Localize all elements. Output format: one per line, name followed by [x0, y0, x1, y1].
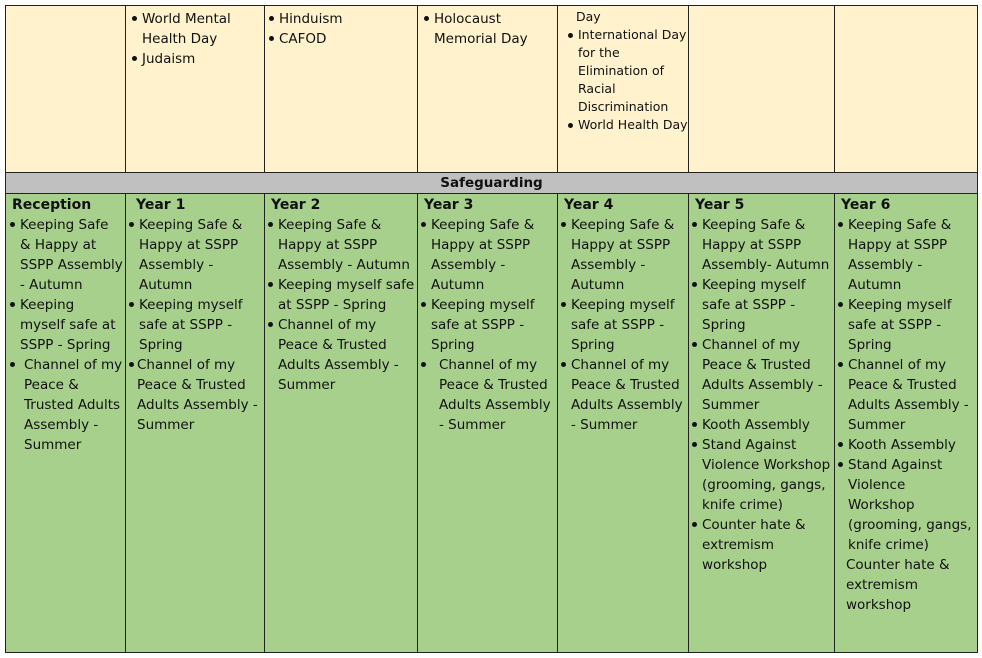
list-item: Stand Against Violence Workshop (grooming, gangs, knife crime) [690, 435, 832, 515]
top-cell-year2 [264, 5, 418, 173]
top-cell-year3 [417, 5, 558, 173]
list-item: Keeping myself safe at SSPP - Spring [266, 275, 415, 315]
column-year6 [834, 193, 978, 653]
list-item: Keeping Safe & Happy at SSPP Assembly - Autumn [127, 215, 262, 295]
list-item: Channel of my Peace & Trusted Adults Assembly - Summer [266, 315, 415, 395]
list-item: Keeping Safe & Happy at SSPP Assembly - Autumn [559, 215, 686, 295]
list-item: Channel of my Peace & Trusted Adults Assembly - Summer [836, 355, 975, 435]
list-item: Counter hate & extremism workshop [690, 515, 832, 575]
column-year4 [557, 193, 689, 653]
column-heading: Year 5 [695, 197, 745, 213]
column-heading: Year 6 [841, 197, 891, 213]
top-cell-year1 [125, 5, 265, 173]
list-item: Kooth Assembly [836, 435, 975, 455]
column-heading: Year 1 [136, 197, 186, 213]
column-heading: Year 2 [271, 197, 321, 213]
list-item: Keeping myself safe at SSPP - Spring [836, 295, 975, 355]
list-item: Keeping myself safe at SSPP - Spring [127, 295, 262, 355]
top-cell-year4 [557, 5, 689, 173]
column-reception [5, 193, 126, 653]
list-item: International Day for the Elimination of Racial Discrimination [566, 26, 688, 116]
list-item: Keeping Safe & Happy at SSPP Assembly - Autumn [266, 215, 415, 275]
column-year1 [125, 193, 265, 653]
list-item: Channel of my Peace & Trusted Adults Assembly - Summer [690, 335, 832, 415]
section-header [5, 172, 978, 194]
list-item: Channel of my Peace & Trusted Adults Assembly - Summer [559, 355, 686, 435]
list-item: Hinduism [267, 9, 417, 29]
list-item: Keeping myself safe at SSPP - Spring [8, 295, 123, 355]
column-heading: Year 3 [424, 197, 474, 213]
list-item: Keeping Safe & Happy at SSPP Assembly- Autumn [690, 215, 832, 275]
column-heading: Reception [12, 197, 92, 213]
list-item: Keeping myself safe at SSPP - Spring [690, 275, 832, 335]
top-cell-year5 [688, 5, 835, 173]
list-item: Kooth Assembly [690, 415, 832, 435]
list-item: Keeping myself safe at SSPP - Spring [559, 295, 686, 355]
top-cell-reception [5, 5, 126, 173]
list-item: CAFOD [267, 29, 417, 49]
list-item: World Health Day [566, 116, 688, 134]
list-item-continued: Day [576, 9, 601, 24]
list-item: Channel of my Peace & Trusted Adults Assembly - Summer [127, 355, 262, 435]
column-year3 [417, 193, 558, 653]
list-item: Judaism [130, 49, 264, 69]
list-item: Keeping Safe & Happy at SSPP Assembly - Autumn [419, 215, 555, 295]
column-year5 [688, 193, 835, 653]
list-item: World Mental Health Day [130, 9, 264, 49]
list-item: Keeping Safe & Happy at SSPP Assembly - Autumn [836, 215, 975, 295]
column-year2 [264, 193, 418, 653]
list-item: Keeping myself safe at SSPP - Spring [419, 295, 555, 355]
list-item: Counter hate & extremism workshop [846, 557, 950, 613]
column-heading: Year 4 [564, 197, 614, 213]
list-item: Channel of my Peace & Trusted Adults Assembly - Summer [8, 355, 123, 455]
list-item: Stand Against Violence Workshop (grooming, gangs, knife crime) [836, 455, 975, 555]
list-item: Holocaust Memorial Day [422, 9, 557, 49]
list-item: Keeping Safe & Happy at SSPP Assembly - Autumn [8, 215, 123, 295]
list-item: Channel of my Peace & Trusted Adults Assembly - Summer [419, 355, 555, 435]
top-cell-year6 [834, 5, 978, 173]
section-title: Safeguarding [440, 175, 543, 191]
